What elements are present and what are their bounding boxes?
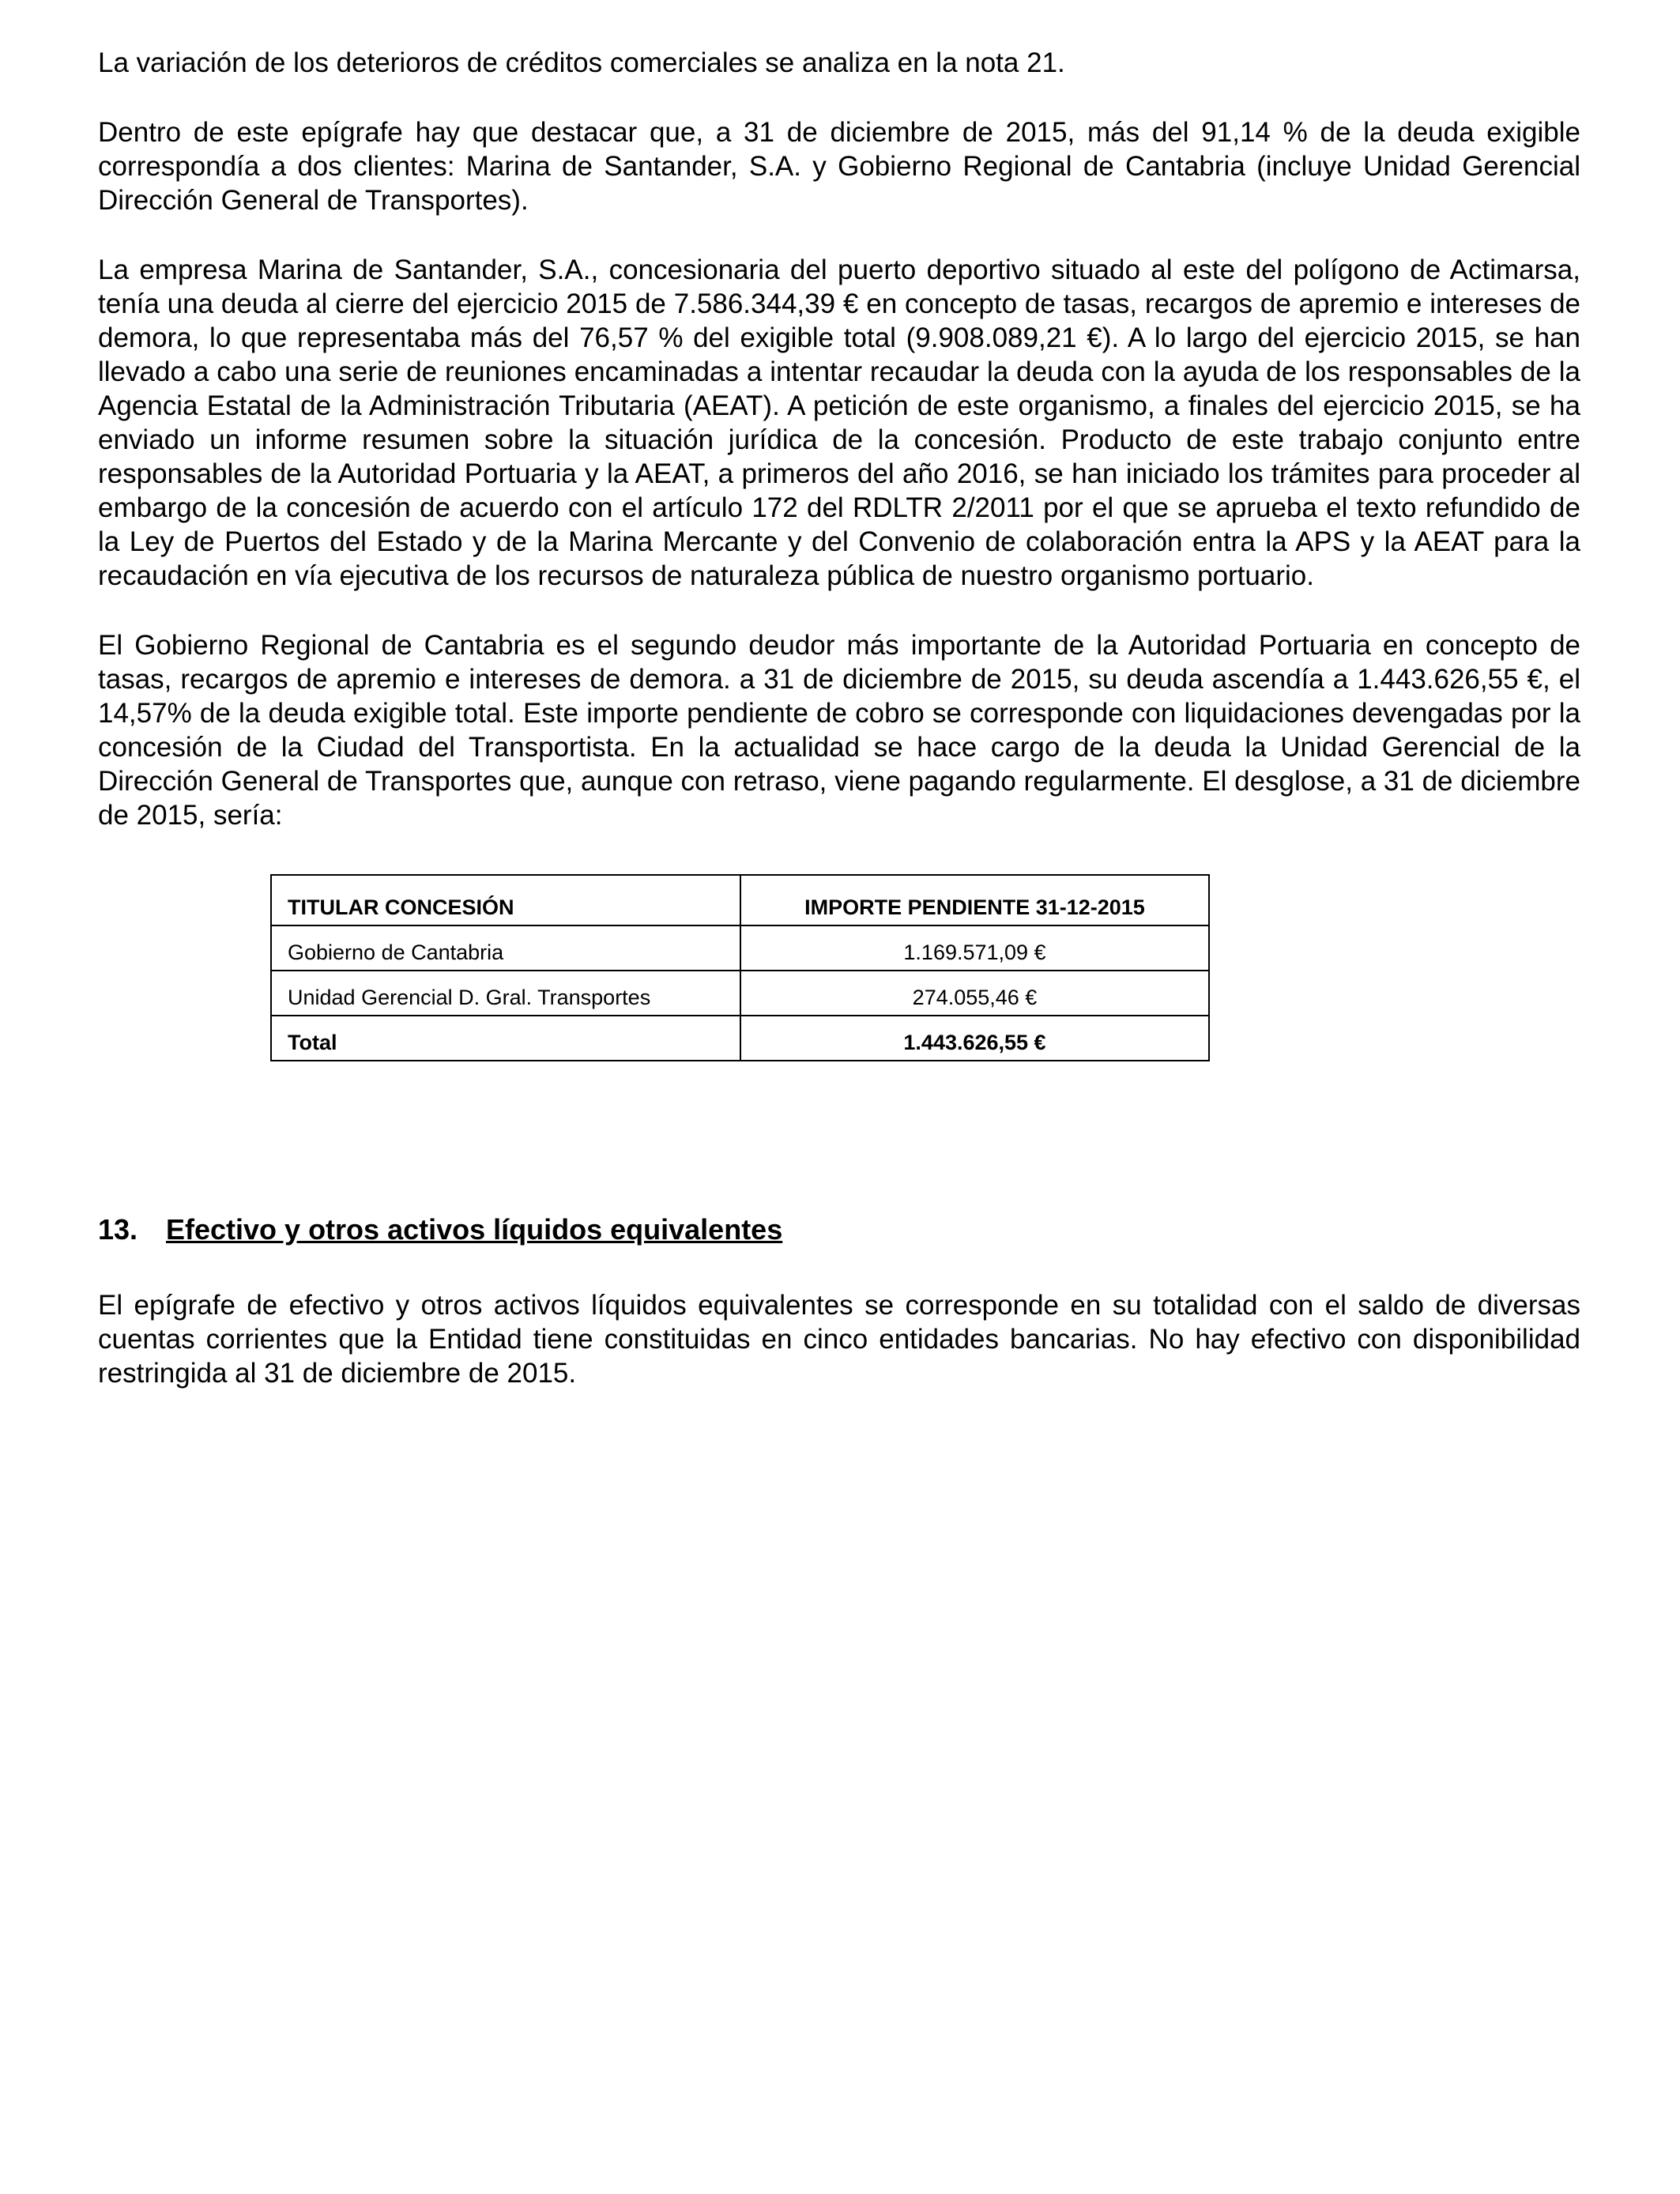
table-header-row <box>271 875 1209 925</box>
section-body: El epígrafe de efectivo y otros activos líquidos equivalentes se corresponde en su totalidad con el saldo de diversas cuentas corrientes que la Entidad tiene constituidas en cinco entidades bancarias. No hay efectivo con disponibilidad restringida al 31 de diciembre de 2015. <box>98 1290 1580 1389</box>
section-title: Efectivo y otros activos líquidos equivalentes <box>166 1213 783 1246</box>
row-titular: Gobierno de Cantabria <box>271 925 740 971</box>
table-row <box>271 925 1209 971</box>
paragraph-deuda-exigible: Dentro de este epígrafe hay que destacar que, a 31 de diciembre de 2015, más del 91,14 % de la deuda exigible correspondía a dos clientes: Marina de Santander, S.A. y Gobierno Regional de Cantabria (incluye Unidad Gerencial Dirección General de Transportes). <box>98 117 1580 216</box>
total-label: Total <box>271 1016 740 1061</box>
desglose-table <box>270 874 1210 1061</box>
section-heading <box>98 1213 782 1246</box>
table-row <box>271 971 1209 1016</box>
paragraph-marina-santander: La empresa Marina de Santander, S.A., concesionaria del puerto deportivo situado al este del polígono de Actimarsa, tenía una deuda al cierre del ejercicio 2015 de 7.586.344,39 € en concepto de tasas, recargos de apremio e intereses de demora, lo que representaba más del 76,57 % del exigible total (9.908.089,21 €). A lo largo del ejercicio 2015, se han llevado a cabo una serie de reuniones encaminadas a intentar recaudar la deuda con la ayuda de los responsables de la Agencia Estatal de la Administración Tributaria (AEAT). A petición de este organismo, a finales del ejercicio 2015, se ha enviado un informe resumen sobre la situación jurídica de la concesión. Producto de este trabajo conjunto entre responsables de la Autoridad Portuaria y la AEAT, a primeros del año 2016, se han iniciado los trámites para proceder al embargo de la concesión de acuerdo con el artículo 172 del RDLTR 2/2011 por el que se aprueba el texto refundido de la Ley de Puertos del Estado y de la Marina Mercante y del Convenio de colaboración entra la APS y la AEAT para la recaudación en vía ejecutiva de los recursos de naturaleza pública de nuestro organismo portuario. <box>98 254 1580 591</box>
header-importe: IMPORTE PENDIENTE 31-12-2015 <box>740 875 1209 925</box>
total-value: 1.443.626,55 € <box>740 1016 1209 1061</box>
section-number: 13. <box>98 1213 138 1246</box>
header-titular: TITULAR CONCESIÓN <box>271 875 740 925</box>
paragraph-deterioros: La variación de los deterioros de créditos comerciales se analiza en la nota 21. <box>98 47 1065 78</box>
row-importe: 1.169.571,09 € <box>740 925 1209 971</box>
row-titular: Unidad Gerencial D. Gral. Transportes <box>271 971 740 1016</box>
table-total-row <box>271 1016 1209 1061</box>
row-importe: 274.055,46 € <box>740 971 1209 1016</box>
document-page <box>98 46 1580 832</box>
paragraph-gobierno-cantabria: El Gobierno Regional de Cantabria es el segundo deudor más importante de la Autoridad Portuaria en concepto de tasas, recargos de apremio e intereses de demora. a 31 de diciembre de 2015, su deuda ascendía a 1.443.626,55 €, el 14,57% de la deuda exigible total. Este importe pendiente de cobro se corresponde con liquidaciones devengadas por la concesión de la Ciudad del Transportista. En la actualidad se hace cargo de la deuda la Unidad Gerencial de la Dirección General de Transportes que, aunque con retraso, viene pagando regularmente. El desglose, a 31 de diciembre de 2015, sería: <box>98 630 1580 831</box>
